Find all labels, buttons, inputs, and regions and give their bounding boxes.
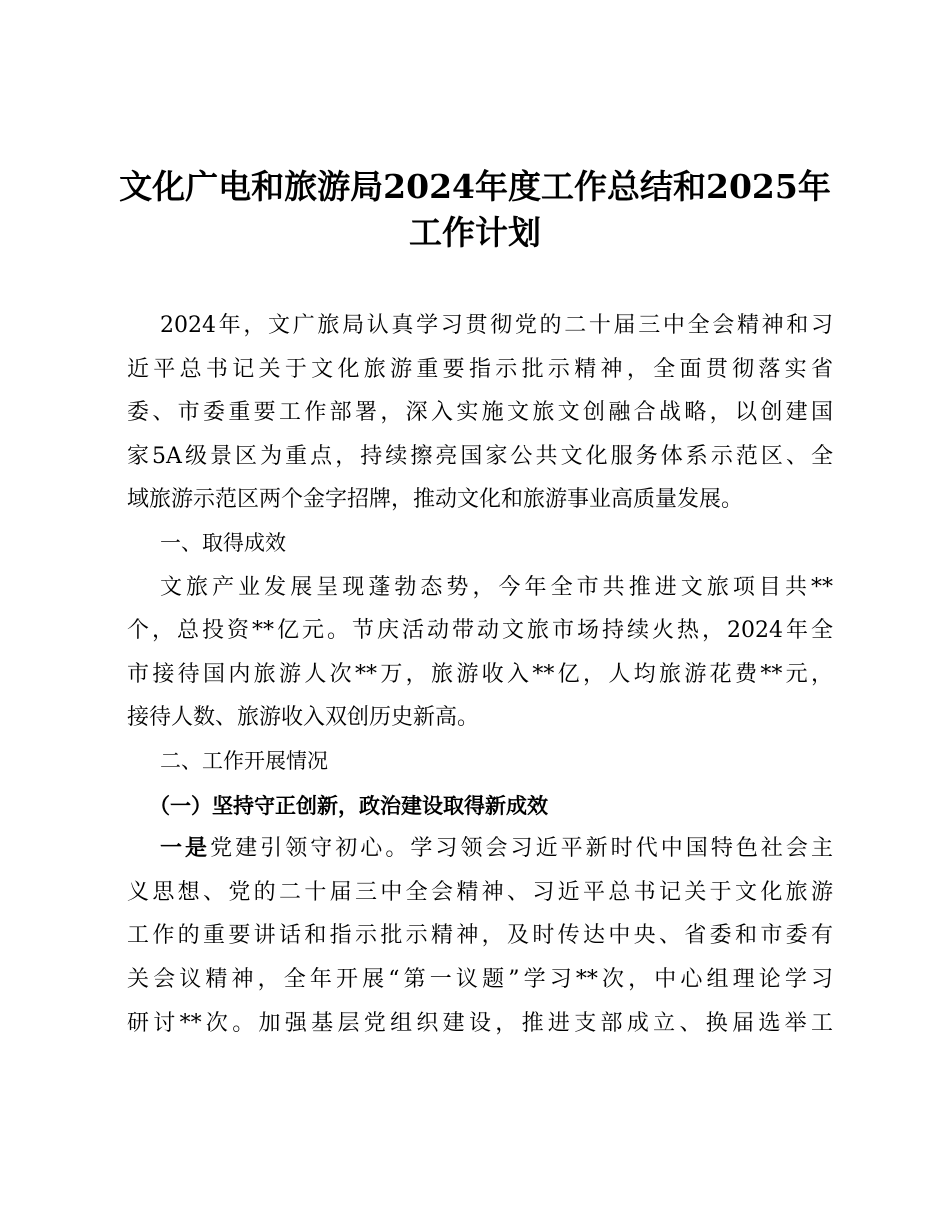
title-line-2: 工作计划 [409,213,541,252]
intro-paragraph [127,304,833,522]
intro-line-2: 近平总书记关于文化旅游重要指示批示精神，全面贯彻落实省 [127,356,833,382]
section1-line-2: 个，总投资**亿元。节庆活动带动文旅市场持续火热，2024年全 [127,618,833,644]
document-title [110,164,840,256]
section1-paragraph [127,566,833,740]
item1-line-2: 义思想、党的二十届三中全会精神、习近平总书记关于文化旅游 [127,879,833,905]
section-heading-1: 一、取得成效 [160,530,286,555]
item1-paragraph [127,827,833,1045]
item1-line-1 [127,827,833,871]
item1-lead: 一是 [160,835,211,862]
subsection-heading-1: （一）坚持守正创新，政治建设取得新成效 [149,792,548,818]
section1-line-1: 文旅产业发展呈现蓬勃态势，今年全市共推进文旅项目共** [160,574,833,600]
document-body [127,304,833,1045]
section1-line-4: 接待人数、旅游收入双创历史新高。 [127,705,480,731]
title-line-1: 文化广电和旅游局2024年度工作总结和2025年 [119,167,831,206]
intro-line-1: 2024年，文广旅局认真学习贯彻党的二十届三中全会精神和习 [160,313,833,338]
intro-line-5: 域旅游示范区两个金字招牌，推动文化和旅游事业高质量发展。 [127,487,744,513]
section-heading-2: 二、工作开展情况 [160,748,328,773]
intro-line-4: 家5A级景区为重点，持续擦亮国家公共文化服务体系示范区、全 [127,443,833,469]
intro-line-3: 委、市委重要工作部署，深入实施文旅文创融合战略，以创建国 [127,400,833,426]
section1-line-3: 市接待国内旅游人次**万，旅游收入**亿，人均旅游花费**元， [127,661,833,687]
item1-line-4: 关会议精神，全年开展“第一议题”学习**次，中心组理论学习 [127,966,833,992]
item1-line-5: 研讨**次。加强基层党组织建设，推进支部成立、换届选举工 [127,1010,833,1036]
item1-first-line-text: 党建引领守初心。学习领会习近平新时代中国特色社会主 [210,836,833,862]
item1-line-3: 工作的重要讲话和指示批示精神，及时传达中央、省委和市委有 [127,923,833,949]
